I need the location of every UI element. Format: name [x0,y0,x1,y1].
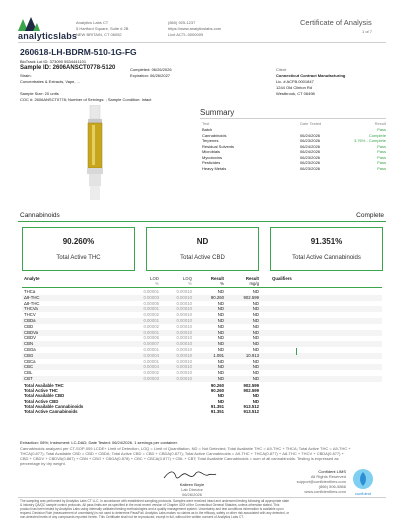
loq-value: 0.00010 [176,352,192,358]
confident-phone: (866) 506-5866 [318,484,346,489]
loq-value: 0.00010 [176,306,192,312]
loq-value: 0.00010 [176,329,192,335]
summary-row [200,133,386,138]
loq-value: 0.00010 [176,323,192,329]
result-mg: ND [252,376,259,381]
confident-rights: All Rights Reserved [310,474,346,479]
lod-value: 0.00004 [143,364,159,370]
col-lod: LOD [149,276,159,281]
lod-value: 0.00001 [143,306,159,312]
signature-date: 06/26/2026 [181,492,203,497]
lod-value: 0.00001 [143,329,159,335]
completed-date: Completed: 06/26/2026 [130,67,172,72]
confident-site[interactable]: www.confidentlims.com [304,489,346,494]
total-pct: 91.351 [210,404,224,409]
result-pct: ND [217,370,224,376]
summary-result: Complete [368,132,386,138]
footer-disclaimer [20,499,386,519]
result-mg: ND [252,370,259,376]
summary-test: Batch [202,127,213,132]
total-active-thc-value: 90.260% [62,237,95,246]
loq-value: 0.00010 [176,364,192,370]
client-name: Connecticut Contract Manufacturing [276,73,346,78]
matrix: Concentrates & Extracts, Vape, ... [20,79,80,84]
col-qualifiers: Qualifiers [272,276,292,281]
total-name: Total Available THC [24,382,64,388]
total-mg: ND [252,393,259,399]
notes-line-1: Extraction: 08%; Instrument: LC-DAD; Date Tested: 06/24/2026. 1 servings per container. [20,440,178,445]
signature-image [162,468,218,482]
result-pct: ND [217,306,224,312]
result-mg: ND [252,358,259,364]
summary-header-result: Result [374,121,386,126]
client-license: Lic. # ACFB.0001847 [276,79,314,84]
result-pct: ND [217,300,224,306]
total-active-cbd-value: ND [196,237,209,246]
summary-result: Pass [377,149,386,154]
summary-row [200,149,386,154]
lab-address-1: 5 Hartford Square, Suite # 2B [76,26,129,31]
lod-value: 0.00001 [143,358,159,364]
notes-line-3: THCA(0.877); Total Available CBD = CBD + CBDA; Total Active CBD = CBD + CBDA(0.877); Total Active Cannabinoids = Δ9-THC + THCA(0.877) + Δ8-THC + THCV + CBDA(0.877) + [20,451,344,456]
result-pct: ND [217,323,224,329]
lod-value: 0.00006 [143,335,159,341]
loq-value: 0.00010 [176,294,192,300]
analyte-name: CBDVa [24,329,39,335]
result-pct: ND [217,341,224,347]
analyte-name: CBDa [24,318,36,323]
lod-value: 0.00002 [143,312,159,318]
lod-value: 0.00002 [143,370,159,376]
notes-line-4: CBD + CBDV + CBDVA(0.867) + CBN + CBG + CBGA(0.878) + CBC + CBCA(0.877) + CBL + CBT; Total Available Cannabinoids = sum of all cannabinoids. Testing is expressed as [20,456,339,461]
summary-header-test: Test [202,121,210,126]
notes-line-2: Cannabinoids analyzed per CT-SOP-009 LCDE+ Limit of Detection, LOQ = Limit of Quantitation, ND = Not Detected; Total Available THC = Δ9-THC + THCA; Total Active THC = Δ9-THC + [20,446,351,451]
result-pct: 90.260 [210,294,224,300]
summary-result: Pass [377,165,386,171]
strain: Strain: [20,73,32,78]
summary-header [200,121,386,126]
analyte-name: CBC [24,364,34,370]
result-pct: ND [217,289,224,294]
summary-date: 06/23/2026 [300,160,321,165]
lab-address-2: NEW BRITAIN, CT 06052 [76,32,122,37]
summary-result: 3.76% - Complete [353,138,386,143]
summary-date: 06/24/2026 [300,143,321,149]
summary-result: Pass [377,154,386,160]
analyte-name: CBN [24,341,34,347]
summary-date: 06/23/2026 [300,165,321,171]
total-active-cannabinoids-box [270,227,383,271]
summary-test: Microbials [202,149,221,154]
result-mg: ND [252,347,259,352]
total-mg: 902.599 [243,382,259,388]
summary-date: 06/23/2026 [300,154,321,160]
summary-test: Cannabinoids [202,132,227,138]
result-pct: ND [217,347,224,352]
analyte-name: CBG [24,352,34,358]
total-name: Total Available CBD [24,393,65,399]
summary-result: Pass [377,160,386,165]
result-mg: ND [252,329,259,335]
result-pct: ND [217,376,224,381]
confident-logo-icon [352,468,374,490]
lod-value: 0.00007 [143,341,159,347]
lod-value: 0.00004 [143,352,159,358]
total-mg: 902.599 [243,388,259,394]
result-mg: ND [252,318,259,323]
total-active-cbd-label: Total Active CBD [180,255,225,261]
lab-license: Lic# ACTL.0000009 [168,32,204,37]
loq-value: 0.00010 [176,341,192,347]
analyte-name: Δ9-THC [24,294,40,300]
total-pct: 90.260 [210,382,224,388]
biotrack-lot: BioTrack Lot ID: 373090 5534441101 [20,59,87,64]
lab-phone: (860) 925-1237 [168,20,196,25]
result-mg: ND [252,335,259,341]
logo-icon [18,17,40,31]
footer-line-3: product has been tested by Analytics Labs using internally validated testing methodologies and a quality management system. Uncertainty and test conditions information is available upon [20,507,284,511]
loq-value: 0.00010 [176,347,192,352]
analyte-name: Δ8-THC [24,300,40,306]
analyte-name: CBL [24,370,33,376]
sample-size: Sample Size: 20 units [20,91,59,96]
total-active-cannabinoids-value: 91.351% [310,237,343,246]
lab-name: Analytics Labs CT [76,20,109,25]
summary-test: Pesticides [202,160,221,165]
lod-value: 0.00001 [143,289,159,294]
col-analyte: Analyte [24,276,40,281]
summary-row [200,138,386,143]
product-image [40,105,150,210]
total-active-cannabinoids-label: Total Active Cannabinoids [292,255,361,261]
result-pct: ND [217,358,224,364]
result-pct: 1.091 [213,352,224,358]
loq-value: 0.00010 [176,318,192,323]
summary-row [200,166,386,171]
notes-line-5: percentage by dry weight. [20,461,66,466]
cannabinoids-status: Complete [356,212,384,219]
summary-row [200,160,386,165]
analyte-name: THCV [24,312,36,318]
summary-test: Mycotoxins [202,154,223,160]
total-name: Total Available Cannabinoids [24,404,84,409]
footer-line-4: request. Decision Rule (measurement of uncertainty) is not used to determine Pass/Fail. Analytics Labs makes no claims as to the efficacy, safety or other risk associated with any detected, or [20,511,290,515]
lod-value: 0.00001 [143,347,159,352]
total-pct: 91.351 [210,409,224,415]
footer-line-2: & industry QA/QC sample control protocols. All pass limits are as specified in the most recent version of Chapter 420f of the Connecticut General Statutes, unless otherwise stated. This [20,503,280,507]
cannabinoids-section-title: Cannabinoids [20,212,60,219]
summary-test: Heavy Metals [202,165,227,171]
result-pct: ND [217,335,224,341]
result-pct: ND [217,364,224,370]
summary-date: 06/24/2026 [300,149,321,154]
table-row [22,376,382,382]
col-result-mg: Result [245,276,259,281]
col-loq: LOQ [182,276,192,281]
document-title: Certificate of Analysis [300,18,372,27]
summary-test: Terpenes [202,138,219,143]
summary-title: Summary [200,108,235,117]
total-mg: ND [252,398,259,404]
result-mg: ND [252,364,259,370]
total-pct: 90.260 [210,388,224,394]
summary-row [200,144,386,149]
result-mg: 902.599 [243,294,259,300]
lod-value: 0.00003 [143,376,159,381]
client-address-2: Westbrook, CT 06498 [276,91,315,96]
result-mg: ND [252,289,259,294]
footer-line-1: The sampling was performed by Analytics Labs CT LLC. In accordance with established sampling protocols. Samples were received intact and underwent testing following all appropriate state [20,499,290,503]
total-pct: ND [217,398,224,404]
summary-row [200,127,386,132]
total-mg: 913.512 [243,409,259,415]
analyte-name: CBCa [24,358,36,364]
result-pct: ND [217,318,224,323]
summary-date: 06/24/2026 [300,132,321,138]
result-mg: ND [252,312,259,318]
total-active-thc-box [22,227,135,271]
loq-value: 0.00010 [176,358,192,364]
footer-line-5: non-detected levels of any compounds reported herein. This Certificate shall not be reproduced, except in full, without the written consent of Analytics Labs CT. [20,515,244,519]
total-active-thc-label: Total Active THC [56,255,101,261]
summary-date: 06/23/2026 [300,138,321,143]
loq-value: 0.00010 [176,289,192,294]
total-mg: 913.512 [243,404,259,409]
loq-value: 0.00010 [176,376,192,381]
result-mg: 10.913 [245,352,259,358]
lod-value: 0.00005 [143,300,159,306]
result-mg: ND [252,300,259,306]
analyte-name: CBT [24,376,33,381]
total-row [22,409,382,415]
summary-result: Pass [377,127,386,132]
result-pct: ND [217,329,224,335]
signer-name: Kaileen Boyle [179,482,205,487]
client-address-1: 1244 Old Clinton Rd [276,85,313,90]
result-mg: ND [252,323,259,329]
result-pct: ND [217,312,224,318]
loq-value: 0.00010 [176,335,192,341]
total-name: Total Active Cannabinoids [24,409,78,415]
col-result-pct: Result [210,276,224,281]
loq-value: 0.00010 [176,300,192,306]
analyte-name: THCVa [24,306,38,312]
lod-value: 0.00001 [143,318,159,323]
loq-value: 0.00010 [176,370,192,376]
total-active-cbd-box [146,227,259,271]
signer-role: Lab Director [181,487,203,492]
confident-logo-text: confident [354,491,372,496]
summary-result: Pass [377,143,386,149]
summary-header-date: Date Tested [300,121,322,126]
result-mg: ND [252,341,259,347]
page-number: 1 of 7 [362,29,373,34]
analyte-name: THCa [24,289,36,294]
client-label: Client [276,67,287,72]
brand-name: analyticslabs [18,31,78,41]
result-mg: ND [252,306,259,312]
lod-value: 0.00002 [143,323,159,329]
lod-value: 0.00003 [143,294,159,300]
analyte-name: CBDV [24,335,36,341]
loq-value: 0.00010 [176,312,192,318]
confident-email[interactable]: support@confidentlims.com [296,479,346,484]
sample-id: Sample ID: 2606ANSCT0778-5120 [20,65,116,71]
total-name: Total Active CBD [24,398,59,404]
summary-row [200,155,386,160]
unit-result-pct: % [220,281,224,286]
total-pct: ND [217,393,224,399]
sample-code: 260618-LH-BDRM-510-1G-FG [20,47,137,57]
coc-line: COC #: 2606ANSCT0778; Number of Servings: ; Sample Condition: Intact [20,97,152,102]
expiration-date: Expiration: 06/26/2027 [130,73,171,78]
lab-url[interactable]: https://www.analyticslabs.com [168,26,222,31]
analyte-name: CBGa [24,347,36,352]
unit-result-mg: mg/g [249,281,259,286]
unit-lod: % [155,281,159,286]
summary-test: Residual Solvents [202,143,235,149]
confident-title: Confident LIMS [318,469,346,474]
total-name: Total Active THC [24,388,58,394]
analyte-name: CBD [24,323,34,329]
unit-loq: % [188,281,192,286]
qualifier-mark [296,348,297,355]
